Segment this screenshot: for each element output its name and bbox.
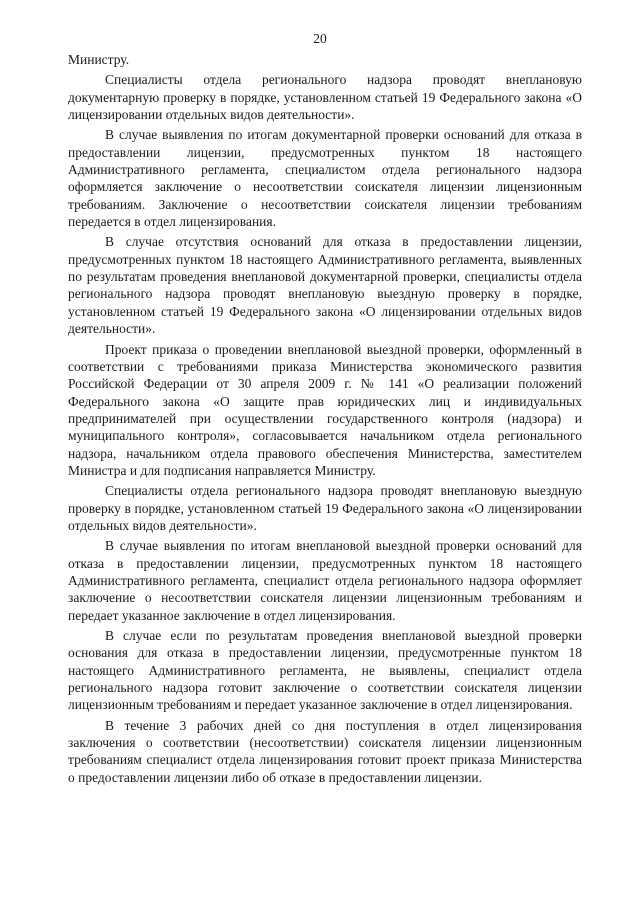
page-number: 20: [313, 31, 327, 46]
paragraph: Специалисты отдела регионального надзора проводят внеплановую выездную проверку в порядке, установленном статьей 19 Федерального закона «О лицензировании отдельных видов деятельности».: [68, 483, 582, 533]
paragraph: В случае отсутствия оснований для отказа в предоставлении лицензии, предусмотренных пунктом 18 настоящего Административного регламента, выявленных по результатам проведения внеплановой документарной проверки, специалисты отдела регионального надзора проводят внеплановую выездную проверку в порядке, установленном статьей 19 Федерального закона «О лицензировании отдельных видов деятельности».: [68, 234, 582, 337]
paragraph-continuation: Министру.: [68, 52, 130, 67]
paragraph: В случае выявления по итогам документарной проверки оснований для отказа в предоставлении лицензии, предусмотренных пунктом 18 настоящего Административного регламента, специалистом отдела регионального надзора оформляется заключение о несоответствии соискателя лицензии лицензионным требованиям. Заключение о несоответствии соискателя лицензии требованиям передается в отдел лицензирования.: [68, 127, 582, 230]
paragraph: В течение 3 рабочих дней со дня поступления в отдел лицензирования заключения о соответствии (несоответствии) соискателя лицензии лицензионным требованиям специалист отдела лицензирования готовит проект приказа Министерства о предоставлении лицензии либо об отказе в предоставлении лицензии.: [68, 717, 582, 785]
paragraph: Специалисты отдела регионального надзора проводят внеплановую документарную проверку в порядке, установленном статьей 19 Федерального закона «О лицензировании отдельных видов деятельности».: [68, 72, 582, 123]
document-body: [68, 51, 582, 789]
paragraph: В случае если по результатам проведения внеплановой выездной проверки основания для отказа в предоставлении лицензии, предусмотренные пунктом 18 настоящего Административного регламента, не выявлены, специалист отдела регионального надзора готовит заключение о соответствии соискателя лицензии лицензионным требованиям и передает указанное заключение в отдел лицензирования.: [68, 628, 582, 713]
paragraph: Проект приказа о проведении внеплановой выездной проверки, оформленный в соответствии с требованиями приказа Министерства экономического развития Российской Федерации от 30 апреля 2009 г. № 141 «О реализации положений Федерального закона «О защите прав юридических лиц и индивидуальных предпринимателей при осуществлении государственного контроля (надзора) и муниципального контроля», согласовывается начальником отдела регионального надзора, начальником отдела правового обеспечения Министерства, заместителем Министра и для подписания направляется Министру.: [68, 341, 582, 478]
paragraph: В случае выявления по итогам внеплановой выездной проверки оснований для отказа в предоставлении лицензии, предусмотренных пунктом 18 настоящего Административного регламента, специалист отдела регионального надзора оформляет заключение о несоответствии соискателя лицензии лицензионным требованиям и передает указанное заключение в отдел лицензирования.: [68, 538, 582, 623]
